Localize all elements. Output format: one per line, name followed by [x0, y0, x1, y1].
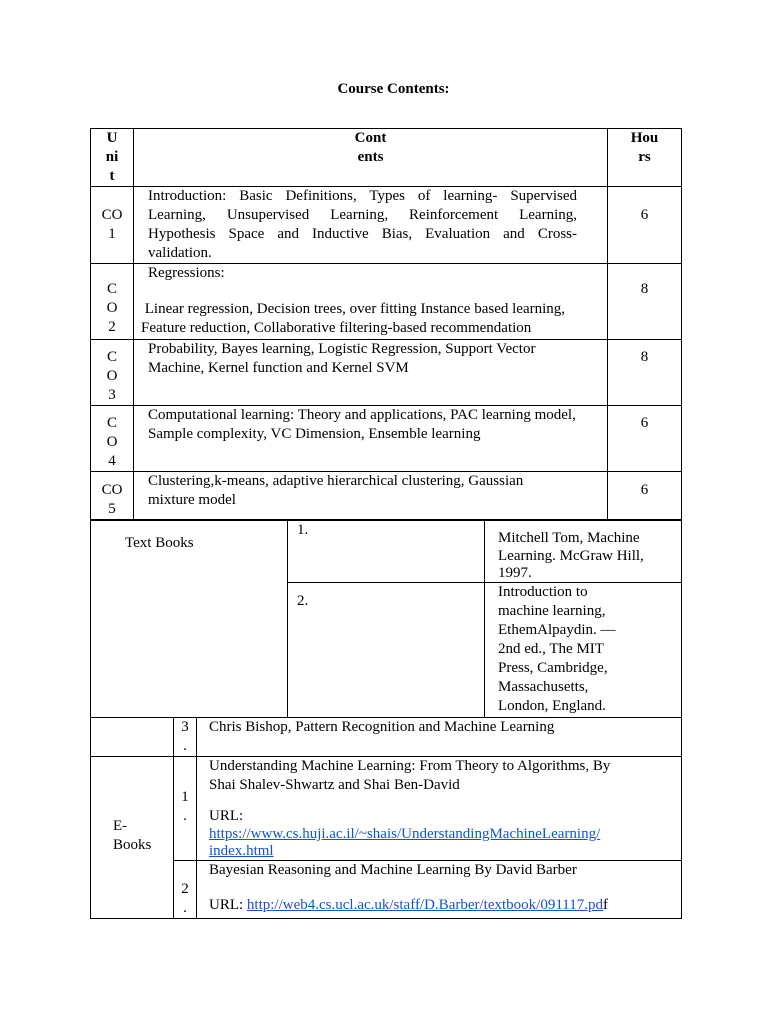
- book-entry: Introduction to machine learning, EthemAlpaydin. — 2nd ed., The MIT Press, Cambridge, Massachusetts, London, England.: [485, 583, 682, 718]
- text-books-label: Text Books: [91, 521, 288, 718]
- hours-cell: 6: [608, 187, 682, 264]
- ebook-url-link-continued[interactable]: index.html: [209, 843, 274, 859]
- book-entry: Chris Bishop, Pattern Recognition and Machine Learning: [197, 718, 682, 757]
- table-row: [91, 264, 682, 340]
- ebook-entry: Understanding Machine Learning: From Theory to Algorithms, By Shai Shalev-Shwartz and Shai Ben-David URL: https://www.cs.huji.ac.il/~shais/UnderstandingMachineLearning/ index.html: [197, 757, 682, 861]
- books-table: [90, 520, 682, 919]
- table-row: [91, 406, 682, 472]
- table-row: [91, 472, 682, 520]
- book-number: 2.: [288, 583, 485, 718]
- table-header-row: [91, 129, 682, 187]
- book-entry: Mitchell Tom, Machine Learning. McGraw Hill, 1997.: [485, 521, 682, 583]
- content-cell: Computational learning: Theory and applications, PAC learning model, Sample complexity, VC Dimension, Ensemble learning: [134, 406, 608, 472]
- ebook-url-link[interactable]: http://web4.cs.ucl.ac.uk/staff/D.Barber/textbook/091117.pd: [246, 897, 603, 913]
- unit-cell: C O 3: [91, 340, 134, 406]
- ebook-entry: Bayesian Reasoning and Machine Learning By David Barber URL: http://web4.cs.ucl.ac.uk/staff/D.Barber/textbook/091117.pdf: [197, 861, 682, 919]
- unit-cell: C O 4: [91, 406, 134, 472]
- content-cell: Clustering,k-means, adaptive hierarchical clustering, Gaussian mixture model: [134, 472, 608, 520]
- table-row: [91, 718, 682, 757]
- content-cell: Probability, Bayes learning, Logistic Regression, Support Vector Machine, Kernel function and Kernel SVM: [134, 340, 608, 406]
- course-contents-table: [90, 128, 682, 520]
- hours-header: Hou rs: [608, 129, 682, 187]
- hours-cell: 8: [608, 264, 682, 340]
- unit-header: U ni t: [91, 129, 134, 187]
- content-cell: Regressions: Linear regression, Decision trees, over fitting Instance based learning, Feature reduction, Collaborative filtering-based recommendation: [134, 264, 608, 340]
- table-row: [91, 187, 682, 264]
- contents-header: Cont ents: [134, 129, 608, 187]
- table-row: [91, 757, 682, 861]
- table-row: [91, 340, 682, 406]
- unit-cell: CO 5: [91, 472, 134, 520]
- content-cell: Introduction: Basic Definitions, Types of learning- Supervised Learning, Unsupervised Learning, Reinforcement Learning, Hypothesis Space and Inductive Bias, Evaluation and Cross- validation.: [134, 187, 608, 264]
- hours-cell: 6: [608, 406, 682, 472]
- page-title: Course Contents:: [337, 81, 450, 97]
- ebook-url-link[interactable]: https://www.cs.huji.ac.il/~shais/UnderstandingMachineLearning/: [209, 826, 601, 842]
- table-row: [91, 521, 682, 583]
- ebooks-label: E- Books: [91, 757, 174, 919]
- hours-cell: 8: [608, 340, 682, 406]
- unit-cell: C O 2: [91, 264, 134, 340]
- ebook-number: 1 .: [174, 757, 197, 861]
- table-row: [91, 861, 682, 919]
- book-number: 1.: [288, 521, 485, 583]
- hours-cell: 6: [608, 472, 682, 520]
- empty-cell: [91, 718, 174, 757]
- ebook-number: 2 .: [174, 861, 197, 919]
- unit-cell: CO 1: [91, 187, 134, 264]
- book-number: 3 .: [174, 718, 197, 757]
